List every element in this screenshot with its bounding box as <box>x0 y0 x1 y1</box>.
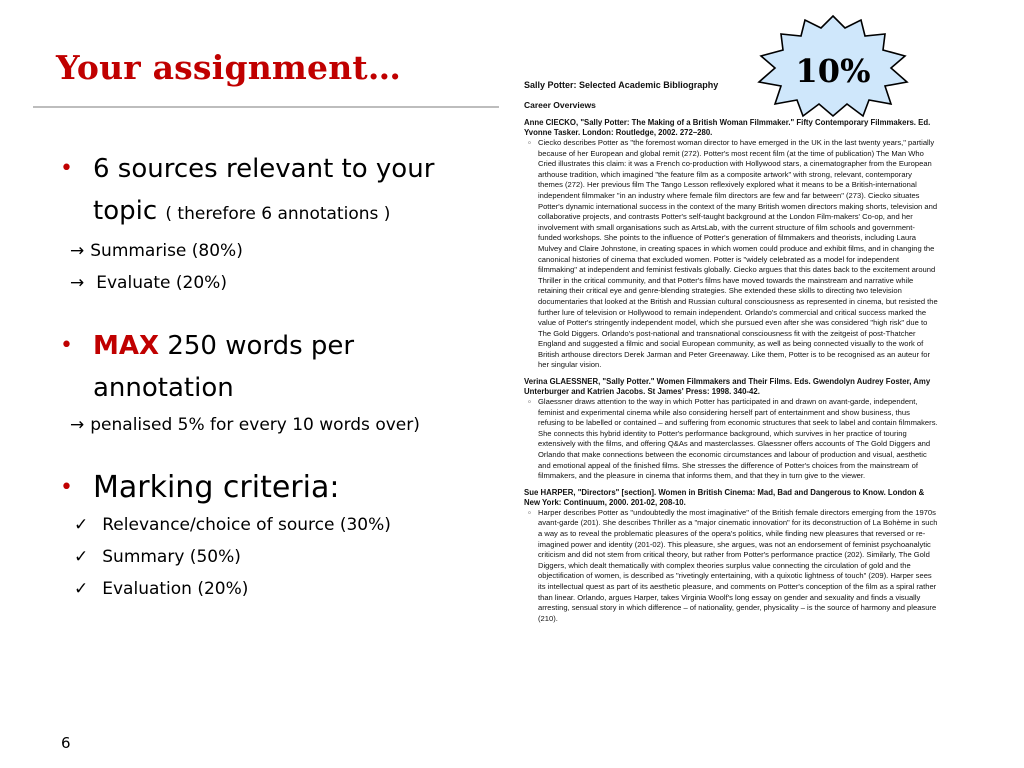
title-divider <box>33 106 499 108</box>
bibliography-heading: Career Overviews <box>524 100 596 110</box>
page-number: 6 <box>61 734 71 752</box>
bullet-text: 250 words per annotation <box>93 331 355 403</box>
criteria-evaluation: ✓ Evaluation (20%) <box>74 579 249 599</box>
bullet-text: Marking criteria: <box>93 470 340 505</box>
bibliography-title: Sally Potter: Selected Academic Bibliography <box>524 80 719 90</box>
badge-percentage: 10% <box>795 52 871 90</box>
checkmark-icon: ✓ <box>74 547 89 567</box>
bullet-dot: • <box>60 475 73 500</box>
percentage-badge <box>757 14 909 118</box>
checkmark-icon: ✓ <box>74 515 89 535</box>
bullet-list <box>60 148 470 605</box>
max-emphasis: MAX <box>93 331 160 361</box>
checkmark-icon: ✓ <box>74 579 89 599</box>
arrow-right-icon: → <box>70 273 85 293</box>
sub-evaluate: → Evaluate (20%) <box>70 273 227 293</box>
entry-citation: Sue HARPER, "Directors" [section]. Women in British Cinema: Mad, Bad and Dangerous to Know. London & New York: Continuum, 2000. 201-02, 208-10. <box>524 487 925 507</box>
bibliography-document <box>514 64 946 690</box>
bullet-note: ( therefore 6 annotations ) <box>165 204 391 224</box>
criteria-summary: ✓ Summary (50%) <box>74 547 241 567</box>
entry-citation: Verina GLAESSNER, "Sally Potter." Women Filmmakers and Their Films. Eds. Gwendolyn Audrey Foster, Amy Unterburger and Katrien Jacobs. St James' Press: 1998. 340-42. <box>524 377 931 397</box>
entry-annotation: Glaessner draws attention to the way in which Potter has participated in and drawn on avant-garde, independent, feminist and experimental cinema while also considering herself part of entertainment and show business, thus refusing to be labelled or contained – and suffering from economic structures that seek to label and contain filmmakers. She connects this hybrid identity to Potter's performance background, which survives in her practice of touring extensively with the films, and offering Q&As and masterclasses. Glaessner offers accounts of The Gold Diggers and Orlando that make connections between the economic circumstances and labour of production and visual, aesthetic and emotional appeal of the finished films. She stresses the difference of Potter's choices from the mainstream of filmmakers, and the pleasure in cinema that informs them, and that they in turn give to the viewer. <box>538 397 938 481</box>
bullet-marking-criteria <box>60 467 470 509</box>
arrow-right-icon: → <box>70 415 85 435</box>
entry-annotation: Harper describes Potter as "undoubtedly the most imaginative" of the British female directors emerging from the 1970s avant-garde (201). She describes Thriller as a "major cinematic innovation" for its deconstruction of La Bohème in such a way as to reveal the problematic pleasures of the opera's politics, while finding new pleasures that reversed or re-imagined power and identity (201-02). This pleasure, she argues, was not an endorsement of feminist psychoanalytic criticism and did not stem from critical theory, but rather from Potter's performance practice (202). Similarly, The Gold Diggers, which dealt thematically with complex theories surplus value connecting the circulation of gold and the objectification of women, is described as "rivetingly entertaining, with a quixotic lightness of touch" (209). Harper sees its intellectual quest as part of its aesthetic pleasure, and comments on Potter's conception of the film as a spiral rather than linear. Orlando, argues Harper, takes Virginia Woolf's long essay on gender and sexuality and finds a visually arresting, sensual story in which difference – of nationality, gender, physicality – is the source of harmony and pleasure (210). <box>538 507 938 623</box>
square-bullet-icon: ▫ <box>528 138 531 147</box>
entry-annotation: Ciecko describes Potter as "the foremost woman director to have emerged in the UK in the last twenty years," partially because of her European and global remit (272). Potter's most recent film (at the time of publication) The Man Who Cried illustrates this claim: it was a French co-production with Hollywood stars, a cinematographer from the European arthouse tradition, which imagined "the feature film as a composite artwork" with strong, relevant, contemporary themes (272). Her previous film The Tango Lesson reflexively explored what it means to be a British-international independent filmmaker "in an industry where female film directors are few and far between" (273). Ciecko situates Potter's dynamic international success in the context of the many British women directors making shorts, television and collaborative projects, and contrasts Potter's self-taught background at the London Film-makers' Co-op, and her involvement with small organisations such as ArtsLab, with the current structure of film schools and government-funded workshops. She points to the influence of Potter's generation of filmmakers and theorists, including Laura Mulvey and Claire Johnstone, in creating spaces in which women could produce and exhibit films, and in changing the canonical histories of cinema that excluded women. Potter is "widely celebrated as a model for independent filmmaking" at independent and feminist festivals globally. Ciecko argues that this dates back to the excitement around Thriller in the critical community, and that Potter's films have moved towards the mainstream and narrative while retaining their critical eye and genre-blending strategies. She extended these skills to directing two television documentaries that looked at the British and Russian cultural consciousness as represented in cinema, but resisted the further lure of television or Hollywood to remain independent. Orlando's commercial and critical success marked the value of Potter's stringently independent model, which she pursued even after she was considered "high risk" due to The Gold Diggers. Orlando's post-national and transnational consciousness fit with the zeitgeist of post-Thatcher England and suggested a filmic and social European community, as well as being connected visually to the work of British arthouse directors Derek Jarman and Peter Greenaway. Like them, Potter is to be recognised as an auteur for her singular vision. <box>538 138 938 370</box>
entry-citation: Anne CIECKO, "Sally Potter: The Making of a British Woman Filmmaker." Fifty Contemporary Filmmakers. Ed. Yvonne Tasker. London: Routledge, 2002. 272–280. <box>524 118 931 137</box>
bibliography-entry <box>524 118 938 371</box>
bullet-dot: • <box>60 156 73 181</box>
bullet-max-words <box>60 325 470 409</box>
bibliography-entry <box>524 377 938 482</box>
square-bullet-icon: ▫ <box>528 397 531 407</box>
slide-title: Your assignment… <box>56 48 402 87</box>
sub-penalty: → penalised 5% for every 10 words over) <box>70 415 420 435</box>
bibliography-entry <box>524 488 938 625</box>
criteria-relevance: ✓ Relevance/choice of source (30%) <box>74 515 391 535</box>
square-bullet-icon: ▫ <box>528 507 531 517</box>
bullet-dot: • <box>60 333 73 358</box>
sub-summarise: → Summarise (80%) <box>70 241 243 261</box>
bullet-text: 6 sources relevant to your topic <box>93 154 435 226</box>
bullet-sources <box>60 148 470 235</box>
arrow-right-icon: → <box>70 241 85 261</box>
